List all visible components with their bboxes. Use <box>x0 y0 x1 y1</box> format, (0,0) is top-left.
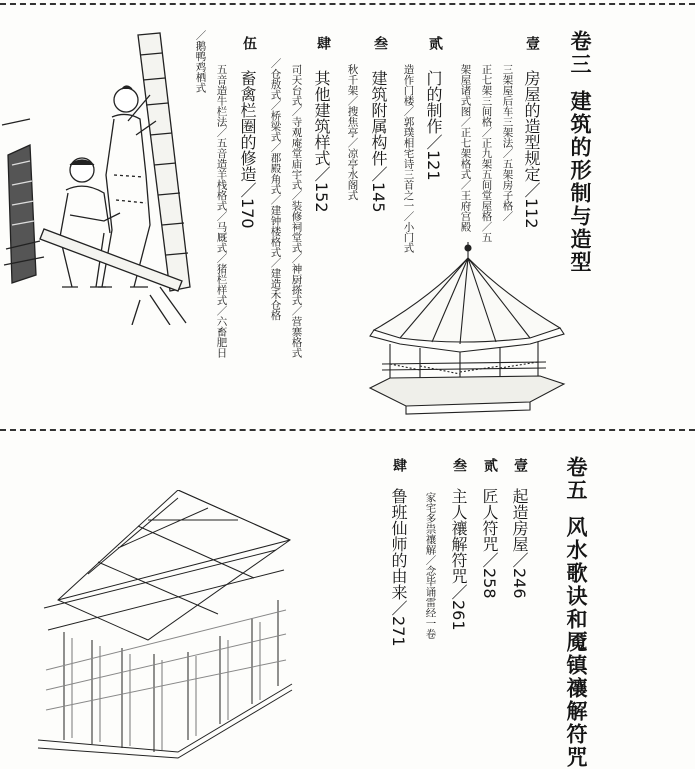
workers-illustration <box>0 25 200 325</box>
vol3-entry-1-title: 房屋的造型规定／112 <box>522 70 541 229</box>
vol3-entry-1-sub-3: 架屋诸式图／正七架格式／王府宫殿 <box>459 64 472 232</box>
vol5-entry-2-title: 匠人符咒／258 <box>480 488 499 599</box>
vol3-entry-5-title: 畜禽栏圈的修造／170 <box>238 70 257 229</box>
vol3-entry-4-sub-1: 司天台式／寺观庵堂庙宇式／装修祠堂式／神厨搽式／营寨格式 <box>290 64 303 358</box>
vol5-entry-3-title: 主人禳解符咒／261 <box>449 488 468 631</box>
vol5-heading: 风水歌诀和魇镇禳解符咒 <box>564 516 589 769</box>
vol3-entry-1-sub-1: 三架屋后车三架法／五架房子格／ <box>501 64 514 222</box>
vol5-title <box>566 456 587 769</box>
vol3-entry-3-title: 建筑附属构件／145 <box>369 70 388 213</box>
vol5-entry-4-number: 肆 <box>391 458 407 472</box>
vol5-entry-3-number: 叁 <box>451 458 467 472</box>
vol5-entry-1-title: 起造房屋／246 <box>510 488 529 599</box>
vol5-label: 卷五 <box>564 456 589 502</box>
vol3-entry-4-title: 其他建筑样式／152 <box>312 70 331 213</box>
vol5-entry-4-title: 鲁班仙师的由来／271 <box>389 488 408 647</box>
timber-frame-illustration <box>28 490 298 760</box>
vol3-entry-5-number: 伍 <box>241 36 257 50</box>
vol5-entry-1-number: 壹 <box>512 458 528 472</box>
vol3-entry-2-number: 贰 <box>427 36 443 50</box>
vol3-entry-5-sub-1: 五音造牛栏法／五音造羊栈格式／马厩式／猪栏样式／六畜肥日 <box>215 64 228 358</box>
vol5-entry-3-sub-1: 家宅多祟禳解／念毕诵雷经一卷 <box>424 492 437 639</box>
middle-cut-line <box>0 429 695 431</box>
vol3-entry-3-number: 叁 <box>372 36 388 50</box>
vol3-entry-2-title: 门的制作／121 <box>424 70 443 181</box>
vol5-entry-2-number: 贰 <box>482 458 498 472</box>
vol3-label: 卷三 <box>568 30 593 76</box>
top-cut-line <box>0 3 695 5</box>
vol3-title <box>570 30 591 274</box>
vol3-entry-5-sub-2: ／鹅鸭鸡栖式 <box>194 30 207 93</box>
vol3-entry-1-number: 壹 <box>524 36 540 50</box>
vol3-entry-4-sub-2: ／仓敖式／桥梁式／郡殿角式／建钟楼格式／建造禾仓格 <box>269 58 282 321</box>
pavilion-illustration <box>360 238 570 418</box>
vol3-entry-4-number: 肆 <box>315 36 331 50</box>
vol3-entry-1-sub-2: 正七架三间格／正九架五间堂屋格／五 <box>480 64 493 243</box>
vol3-entry-2-sub-1: 造作门楼／郭璞相宅诗三首之一／小门式 <box>402 64 415 253</box>
vol3-entry-3-sub-1: 秋千架／搜焦亭／凉亭水阁式 <box>346 64 359 201</box>
vol3-heading: 建筑的形制与造型 <box>568 90 593 274</box>
